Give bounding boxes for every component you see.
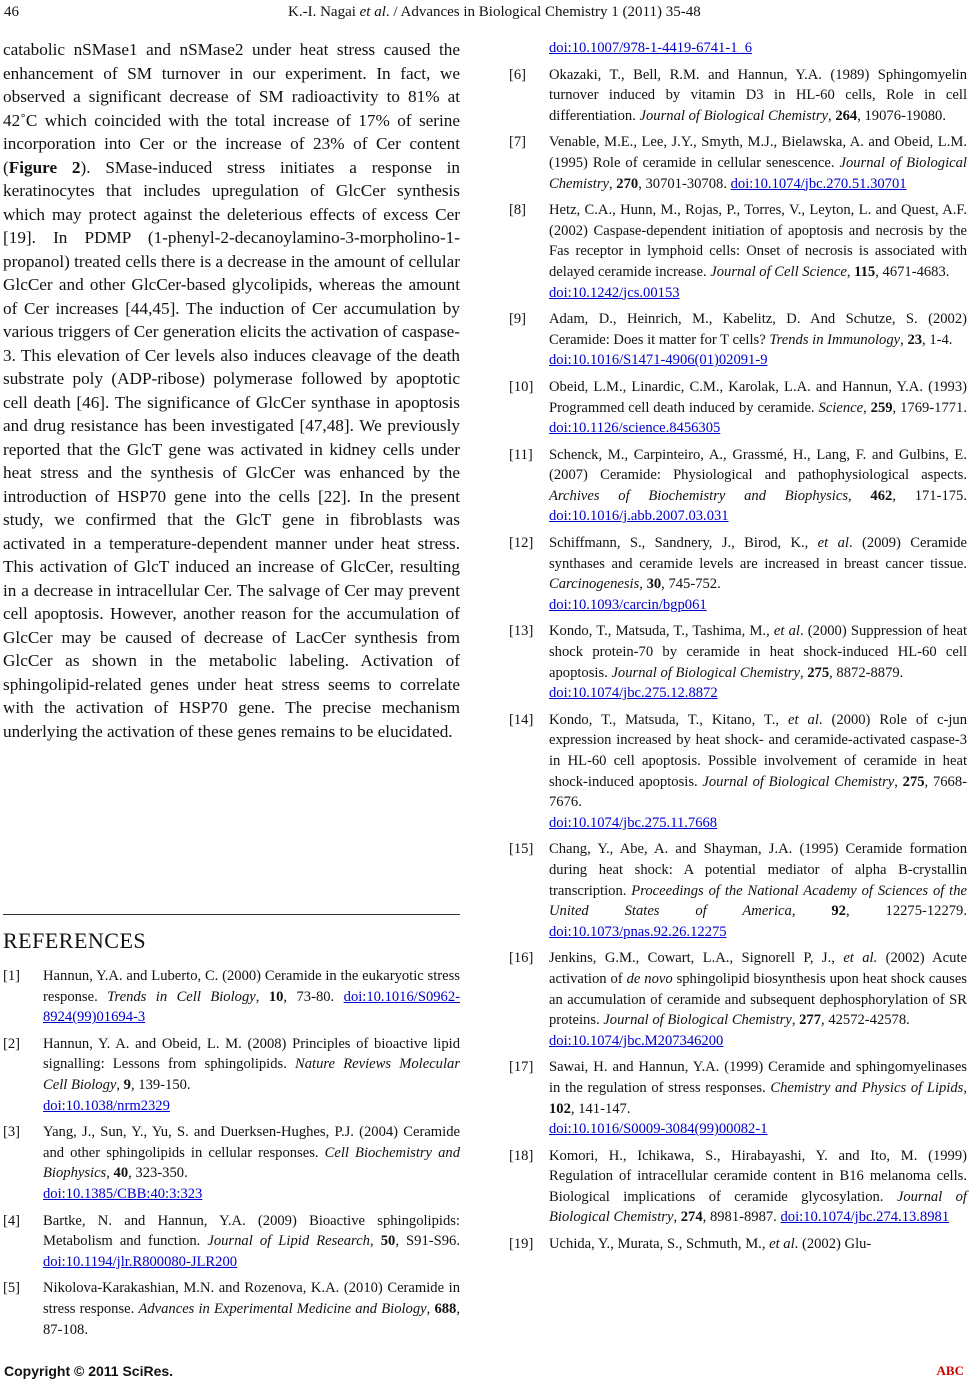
- reference-item: [10] Obeid, L.M., Linardic, C.M., Karolak, L.A. and Hannun, Y.A. (1993) Programmed cell death induced by ceramide. Science, 259, 1769-1771. doi:10.1126/science.8456305: [509, 378, 968, 437]
- doi-link[interactable]: doi:10.1016/S1471-4906(01)02091-9: [549, 352, 768, 369]
- figure-ref: Figure 2: [8, 157, 81, 177]
- doi-link[interactable]: doi:10.1016/S0962-8924(99)01694-3: [43, 988, 460, 1026]
- reference-continuation: [509, 38, 967, 59]
- reference-item: [19] Uchida, Y., Murata, S., Schmuth, M., et al. (2002) Glu-: [509, 1236, 872, 1253]
- doi-link[interactable]: doi:10.1074/jbc.270.51.30701: [730, 175, 907, 192]
- reference-item: [9] Adam, D., Heinrich, M., Kabelitz, D. And Schutze, S. (2002) Ceramide: Does it matter for T cells? Trends in Immunology, 23, 1-4. doi:10.1016/S1471-4906(01)02091-9: [509, 309, 967, 371]
- reference-item: [4] Bartke, N. and Hannun, Y.A. (2009) Bioactive sphingolipids: Metabolism and function. Journal of Lipid Research, 50, S91-S96. doi:10.1194/jlr.R800080-JLR200: [3, 1212, 460, 1270]
- doi-link[interactable]: doi:10.1093/carcin/bgp061: [549, 596, 707, 613]
- running-title: K.-I. Nagai et al. / Advances in Biological Chemistry 1 (2011) 35-48: [288, 4, 701, 20]
- doi-link[interactable]: doi:10.1126/science.8456305: [549, 420, 721, 437]
- doi-link[interactable]: doi:10.1074/jbc.275.11.7668: [549, 814, 718, 831]
- running-header: [0, 4, 969, 26]
- copyright-notice: Copyright © 2011 SciRes.: [4, 1363, 174, 1379]
- doi-link[interactable]: doi:10.1016/S0009-3084(99)00082-1: [549, 1121, 768, 1138]
- right-column: [509, 38, 967, 1261]
- reference-item: [14] Kondo, T., Matsuda, T., Kitano, T., et al. (2000) Role of c-jun expression increased by heat shock- and ceramide-activated caspase-3 in HL-60 cell apoptosis. Possible involvement of ceramide in heat shock-induced apoptosis. Journal of Biological Chemistry, 275, 7668-7676. doi:10.1074/jbc.275.11.7668: [509, 710, 967, 834]
- reference-item: [5] Nikolova-Karakashian, M.N. and Rozenova, K.A. (2010) Ceramide in stress response. Advances in Experimental Medicine and Biology, 688, 87-108.: [3, 1280, 460, 1338]
- reference-item: [16] Jenkins, G.M., Cowart, L.A., Signorell P, J., et al. (2002) Acute activation of de novo sphingolipid biosynthesis upon heat shock causes an accumulation of ceramide and subsequent dephosphorylation of SR proteins. Journal of Biological Chemistry, 277, 42572-42578. doi:10.1074/jbc.M207346200: [509, 948, 967, 1051]
- reference-item: [12] Schiffmann, S., Sandnery, J., Birod, K., et al. (2009) Ceramide synthases and ceramide levels are increased in breast cancer tissue. Carcinogenesis, 30, 745-752. doi:10.1093/carcin/bgp061: [509, 533, 967, 615]
- doi-link[interactable]: doi:10.1073/pnas.92.26.12275: [549, 923, 727, 940]
- doi-link[interactable]: doi:10.1385/CBB:40:3:323: [43, 1185, 203, 1202]
- section-divider: [3, 914, 460, 915]
- reference-item: [18] Komori, H., Ichikawa, S., Hirabayashi, Y. and Ito, M. (1999) Regulation of intracellular ceramide content in B16 melanoma cells. Biological implications of ceramide glycosylation. Journal of Biological Chemistry, 274, 8981-8987. doi:10.1074/jbc.274.13.8981: [509, 1147, 967, 1226]
- doi-link[interactable]: doi:10.1242/jcs.00153: [549, 284, 680, 301]
- references-list-left: [3, 966, 460, 1346]
- doi-link[interactable]: doi:10.1074/jbc.M207346200: [549, 1032, 724, 1049]
- reference-item: [2] Hannun, Y. A. and Obeid, L. M. (2008) Principles of bioactive lipid signalling: Lessons from sphingolipids. Nature Reviews Molecular Cell Biology, 9, 139-150. doi:10.1038/nrm2329: [3, 1034, 460, 1116]
- doi-link[interactable]: doi:10.1194/jlr.R800080-JLR200: [43, 1253, 238, 1270]
- publisher-mark: ABC: [936, 1363, 964, 1378]
- reference-item: [11] Schenck, M., Carpinteiro, A., Grassmé, H., Lang, F. and Gulbins, E. (2007) Ceramide: Physiological and pathophysiological aspects. Archives of Biochemistry and Biophysics, 462, 171-175. doi:10.1016/j.abb.2007.03.031: [509, 446, 967, 525]
- reference-item: [1] Hannun, Y.A. and Luberto, C. (2000) Ceramide in the eukaryotic stress response. Trends in Cell Biology, 10, 73-80. doi:10.1016/S0962-8924(99)01694-3: [3, 968, 460, 1026]
- left-column: [3, 38, 460, 743]
- reference-item: [7] Venable, M.E., Lee, J.Y., Smyth, M.J., Bielawska, A. and Obeid, L.M. (1995) Role of ceramide in cellular senescence. Journal of Biological Chemistry, 270, 30701-30708. doi:10.1074/jbc.270.51.30701: [509, 134, 967, 192]
- page-footer: [0, 1363, 969, 1383]
- page-number: 46: [4, 4, 19, 20]
- doi-link[interactable]: doi:10.1074/jbc.275.12.8872: [549, 685, 718, 702]
- doi-link[interactable]: doi:10.1074/jbc.274.13.8981: [780, 1209, 950, 1226]
- body-paragraph: catabolic nSMase1 and nSMase2 under heat stress caused the enhancement of SM turnover in our experiment. In fact, we observed a significant decrease of SM radioactivity to 81% at 42˚C which coincided with the total increase of 17% of serine incorporation into Cer or the increase of 23% of Cer content (Figure 2). SMase-induced stress initiates a response in keratinocytes that includes upregulation of GlcCer synthesis which may protect against the deleterious effects of excess Cer [19]. In PDMP (1-phenyl-2-decanoylamino-3-morpholino-1-propanol) treated cells there is a decrease in the amount of cellular GlcCer and other GlcCer-based glycolipids, whereas the amount of Cer increases [44,45]. The induction of Cer accumulation by various triggers of Cer generation elicits the activation of caspase-3. This elevation of Cer levels also induces cleavage of the death substrate poly (ADP-ribose) polymerase followed by apoptotic cell death [46]. The significance of GlcCer synthase in apoptosis and drug resistance has been investigated [47,48]. We previously reported that the GlcT gene was activated in kidney cells under heat stress and the synthesis of GlcCer was enhanced by the introduction of HSP70 gene into the cells [22]. In the present study, we confirmed that the GlcT gene in fibroblasts was activated in a temperature-dependent manner under heat stress. This activation of GlcT induced an increase of GlcCer, resulting in a decrease in intracellular Cer. The salvage of Cer may prevent cell apoptosis. However, another reason for the accumulation of GlcCer may be caused of decrease of LacCer synthesis from GlcCer as shown in the metabolic labeling. Activation of sphingolipid-related genes under heat stress seems to correlate with the activation of HSP70 gene. The precise mechanism underlying the activation of these genes remains to be elucidated.: [3, 40, 461, 741]
- reference-item: [13] Kondo, T., Matsuda, T., Tashima, M., et al. (2000) Suppression of heat shock protein-70 by ceramide in heat shock-induced HL-60 cell apoptosis. Journal of Biological Chemistry, 275, 8872-8879. doi:10.1074/jbc.275.12.8872: [509, 621, 967, 703]
- doi-link[interactable]: doi:10.1016/j.abb.2007.03.031: [549, 508, 729, 525]
- doi-link[interactable]: doi:10.1007/978-1-4419-6741-1_6: [549, 40, 753, 56]
- reference-item: [6] Okazaki, T., Bell, R.M. and Hannun, Y.A. (1989) Sphingomyelin turnover induced by vitamin D3 in HL-60 cells, Role in cell differentiation. Journal of Biological Chemistry, 264, 19076-19080.: [509, 66, 967, 124]
- reference-item: [17] Sawai, H. and Hannun, Y.A. (1999) Ceramide and sphingomyelinases in the regulation of stress responses. Chemistry and Physics of Lipids, 102, 141-147. doi:10.1016/S0009-3084(99)00082-1: [509, 1057, 967, 1139]
- reference-item: [15] Chang, Y., Abe, A. and Shayman, J.A. (1995) Ceramide formation during heat shock: A potential mediator of alpha B-crystallin transcription. Proceedings of the National Academy of Sciences of the United States of America, 92, 12275-12279. doi:10.1073/pnas.92.26.12275: [509, 841, 968, 940]
- doi-link[interactable]: doi:10.1038/nrm2329: [43, 1097, 170, 1114]
- reference-item: [8] Hetz, C.A., Hunn, M., Rojas, P., Torres, V., Leyton, L. and Quest, A.F. (2002) Caspase-dependent initiation of apoptosis and necrosis by the Fas receptor in lymphoid cells: Onset of necrosis is associated with delayed ceramide increase. Journal of Cell Science, 115, 4671-4683. doi:10.1242/jcs.00153: [509, 200, 967, 303]
- reference-item: [3] Yang, J., Sun, Y., Yu, S. and Duerksen-Hughes, P.J. (2004) Ceramide and other sphingolipids in cellular responses. Cell Biochemistry and Biophysics, 40, 323-350. doi:10.1385/CBB:40:3:323: [3, 1122, 460, 1204]
- references-heading: REFERENCES: [3, 928, 147, 953]
